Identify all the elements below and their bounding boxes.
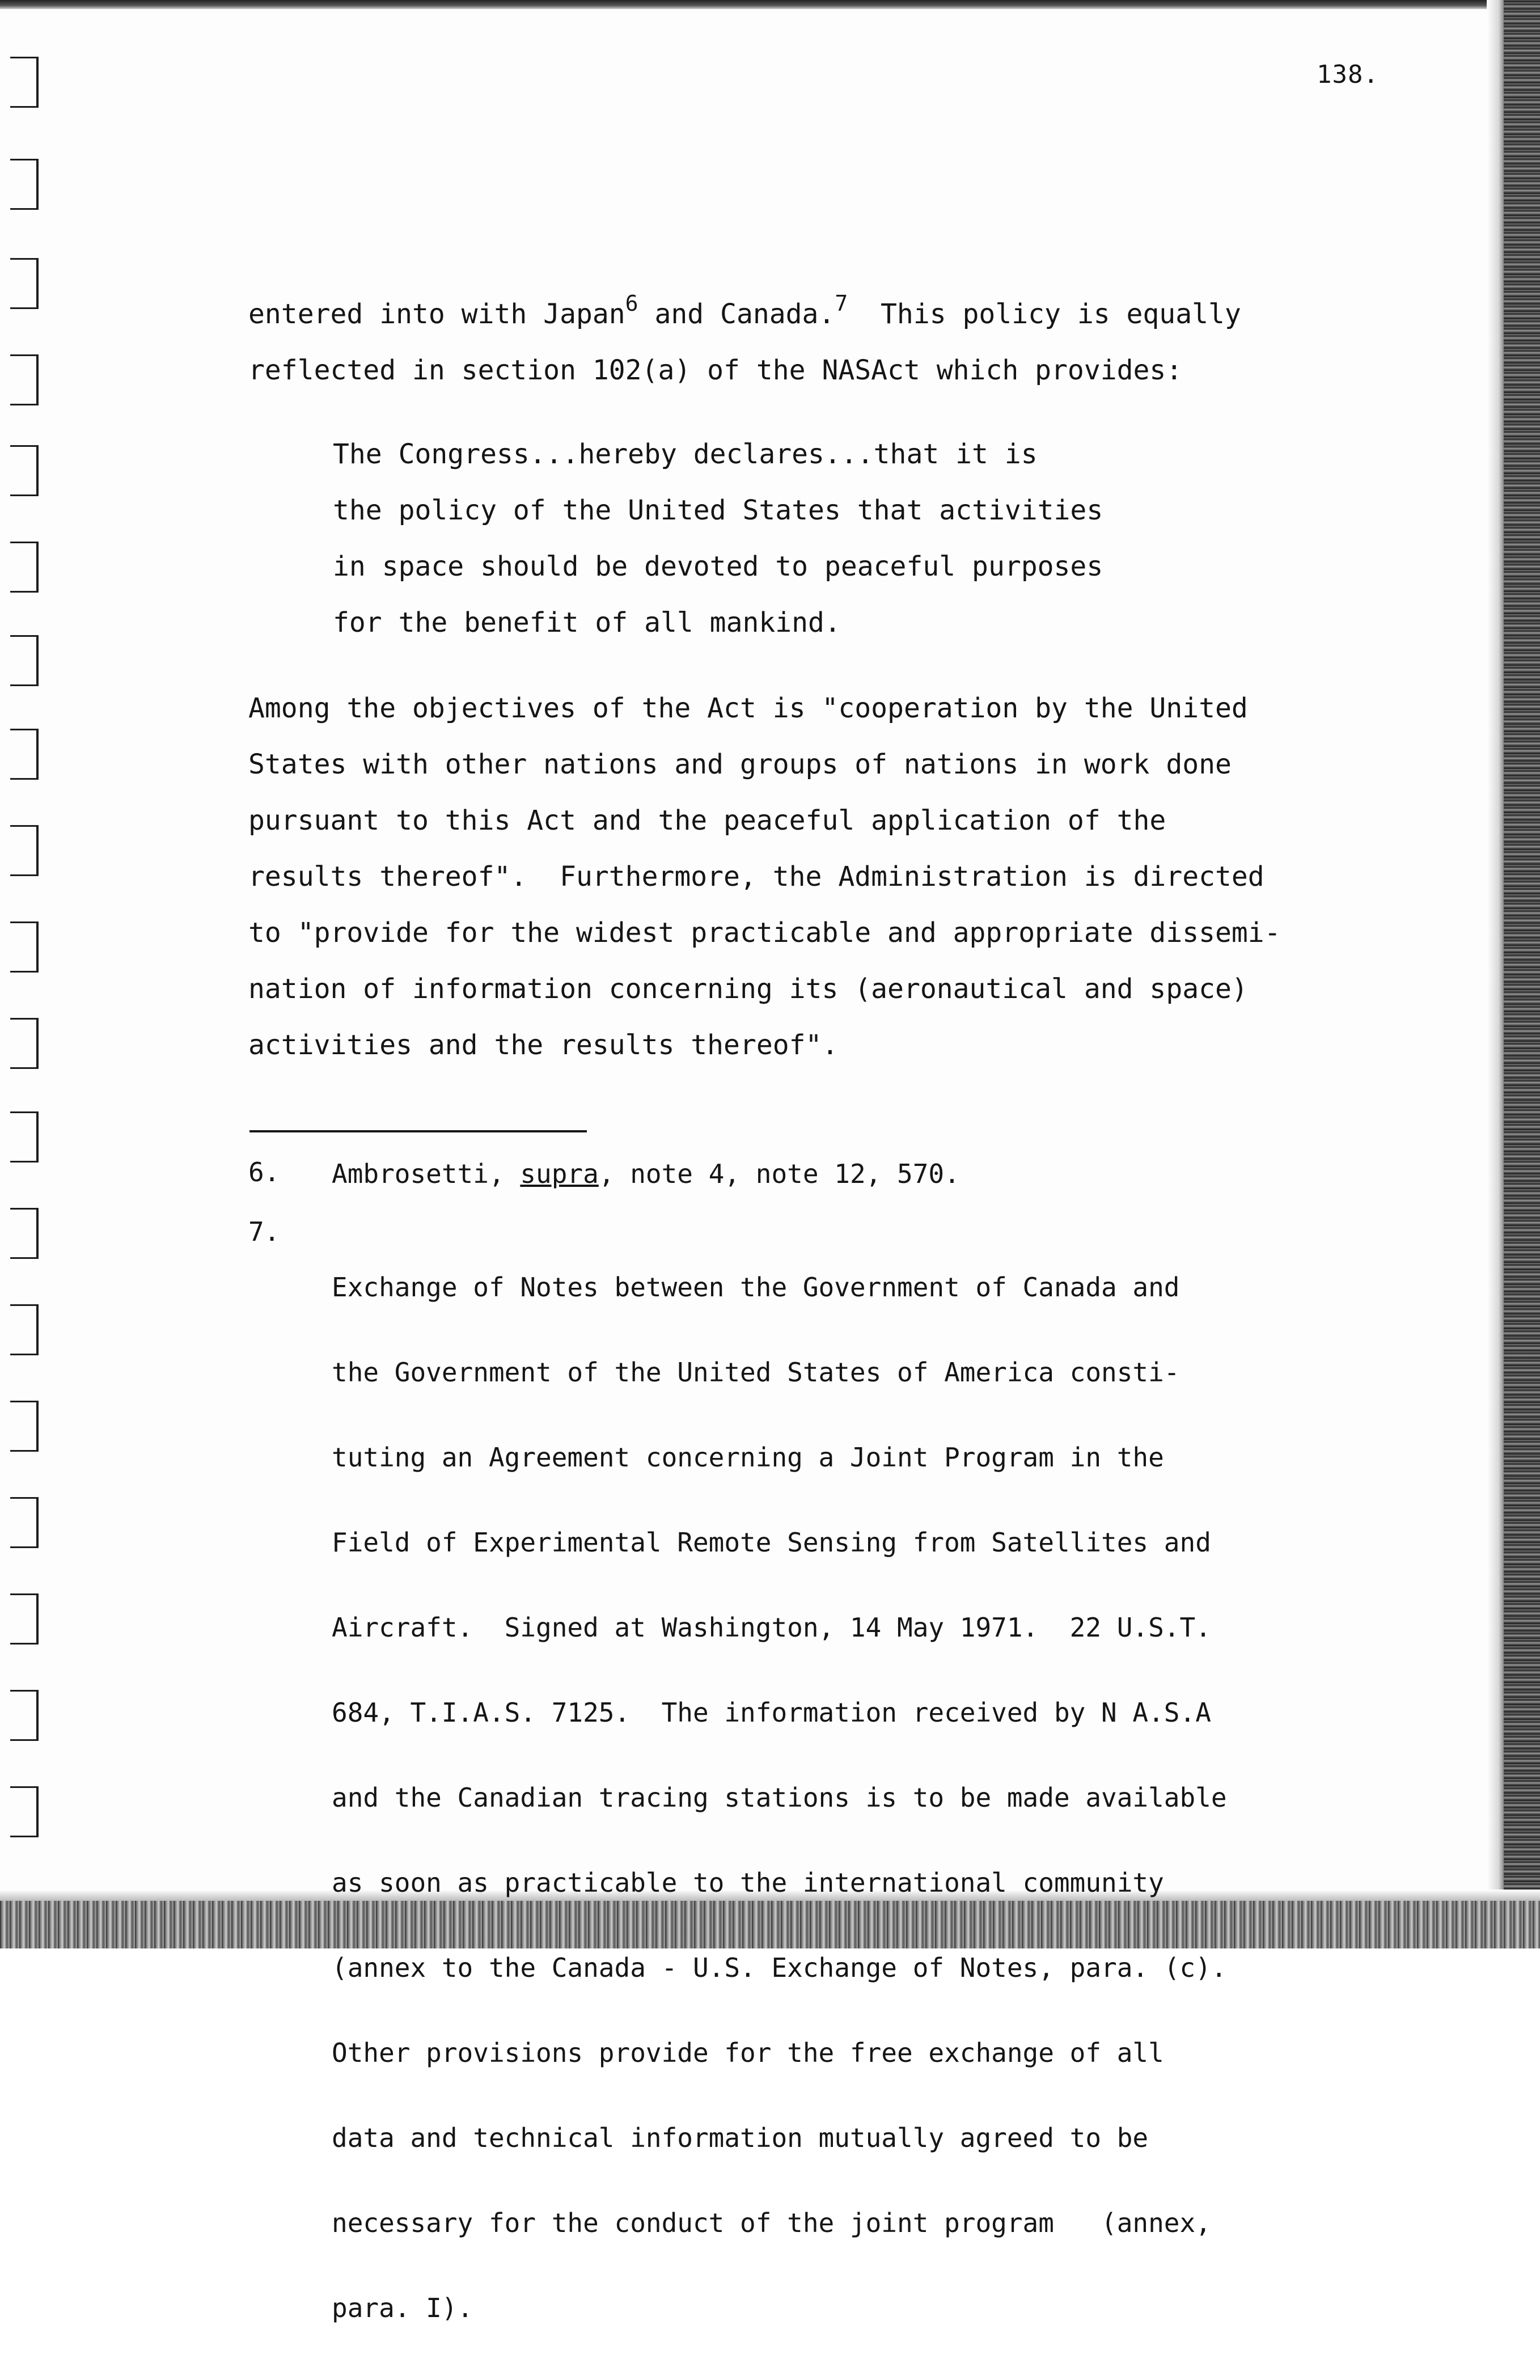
binder-ring: [10, 1593, 39, 1645]
binder-ring: [10, 445, 39, 496]
footnote-line: 684, T.I.A.S. 7125. The information received by N A.S.A: [332, 1697, 1211, 1728]
binder-ring: [10, 825, 39, 876]
footnote-line: Aircraft. Signed at Washington, 14 May 1971. 22 U.S.T.: [332, 1612, 1211, 1643]
page-shadow-right: [1487, 0, 1504, 1948]
binder-ring: [10, 1111, 39, 1162]
scan-edge-right: [1504, 0, 1540, 1948]
text-run: entered into with Japan: [248, 298, 625, 330]
paragraph-1-line-2: reflected in section 102(a) of the NASAct which provides:: [248, 354, 1183, 386]
paragraph-2-line: States with other nations and groups of nations in work done: [248, 749, 1232, 780]
text-run: and Canada.: [638, 298, 835, 330]
binder-ring: [10, 1690, 39, 1741]
footnote-line: tuting an Agreement concerning a Joint Program in the: [332, 1442, 1164, 1473]
quote-line: The Congress...hereby declares...that it is: [333, 438, 1038, 470]
paragraph-2-line: pursuant to this Act and the peaceful application of the: [248, 805, 1166, 836]
paragraph-2-line: activities and the results thereof".: [248, 1029, 839, 1061]
binder-ring: [10, 159, 39, 210]
paragraph-2-line: nation of information concerning its (aeronautical and space): [248, 973, 1248, 1005]
footnote-separator: [249, 1130, 587, 1132]
footnote-line: (annex to the Canada - U.S. Exchange of Notes, para. (c).: [332, 1952, 1227, 1983]
footnote-line: the Government of the United States of America consti-: [332, 1357, 1180, 1388]
footnote-6-number: 6.: [248, 1157, 280, 1187]
footnote-ref-6: 6: [625, 291, 638, 316]
text-run: , note 4, note 12, 570.: [598, 1159, 960, 1189]
text-run: This policy is equally: [848, 298, 1241, 330]
paragraph-2-line: Among the objectives of the Act is "cooperation by the United: [248, 692, 1248, 724]
footnote-line: para. I).: [332, 2293, 473, 2323]
binder-ring: [10, 1786, 39, 1837]
binder-ring: [10, 729, 39, 780]
binder-ring: [10, 1018, 39, 1069]
footnote-7-text: [332, 1216, 1307, 2379]
binder-ring: [10, 1304, 39, 1355]
paragraph-2-line: to "provide for the widest practicable and appropriate dissemi-: [248, 917, 1281, 949]
footnote-6-text: [332, 1157, 1307, 1191]
footnote-line: Other provisions provide for the free exchange of all: [332, 2037, 1164, 2068]
quote-line: the policy of the United States that activities: [333, 494, 1103, 526]
text-run: Ambrosetti,: [332, 1159, 521, 1189]
footnote-line: as soon as practicable to the international community: [332, 1867, 1164, 1898]
binder-ring: [10, 1401, 39, 1452]
binder-ring: [10, 258, 39, 309]
footnote-7-number: 7.: [248, 1216, 280, 1247]
page-number: 138.: [1317, 60, 1379, 89]
underlined-citation: supra: [520, 1159, 599, 1189]
binder-ring: [10, 542, 39, 593]
binder-ring: [10, 1497, 39, 1548]
binder-ring: [10, 921, 39, 973]
footnote-line: data and technical information mutually agreed to be: [332, 2123, 1149, 2153]
footnote-ref-7: 7: [835, 291, 848, 316]
scan-edge-top: [0, 0, 1540, 9]
footnote-line: necessary for the conduct of the joint program (annex,: [332, 2208, 1211, 2238]
paragraph-2-line: results thereof". Furthermore, the Administration is directed: [248, 861, 1264, 893]
binder-ring: [10, 1208, 39, 1259]
binder-ring: [10, 635, 39, 686]
footnote-line: Exchange of Notes between the Government of Canada and: [332, 1272, 1180, 1303]
footnote-line: Field of Experimental Remote Sensing from Satellites and: [332, 1527, 1211, 1558]
binder-ring: [10, 57, 39, 108]
binder-rings: [0, 0, 51, 1948]
paragraph-1-line-1: [248, 286, 1314, 344]
quote-line: in space should be devoted to peaceful purposes: [333, 551, 1103, 582]
binder-ring: [10, 354, 39, 405]
quote-line: for the benefit of all mankind.: [333, 607, 841, 639]
footnote-line: and the Canadian tracing stations is to be made available: [332, 1782, 1227, 1813]
